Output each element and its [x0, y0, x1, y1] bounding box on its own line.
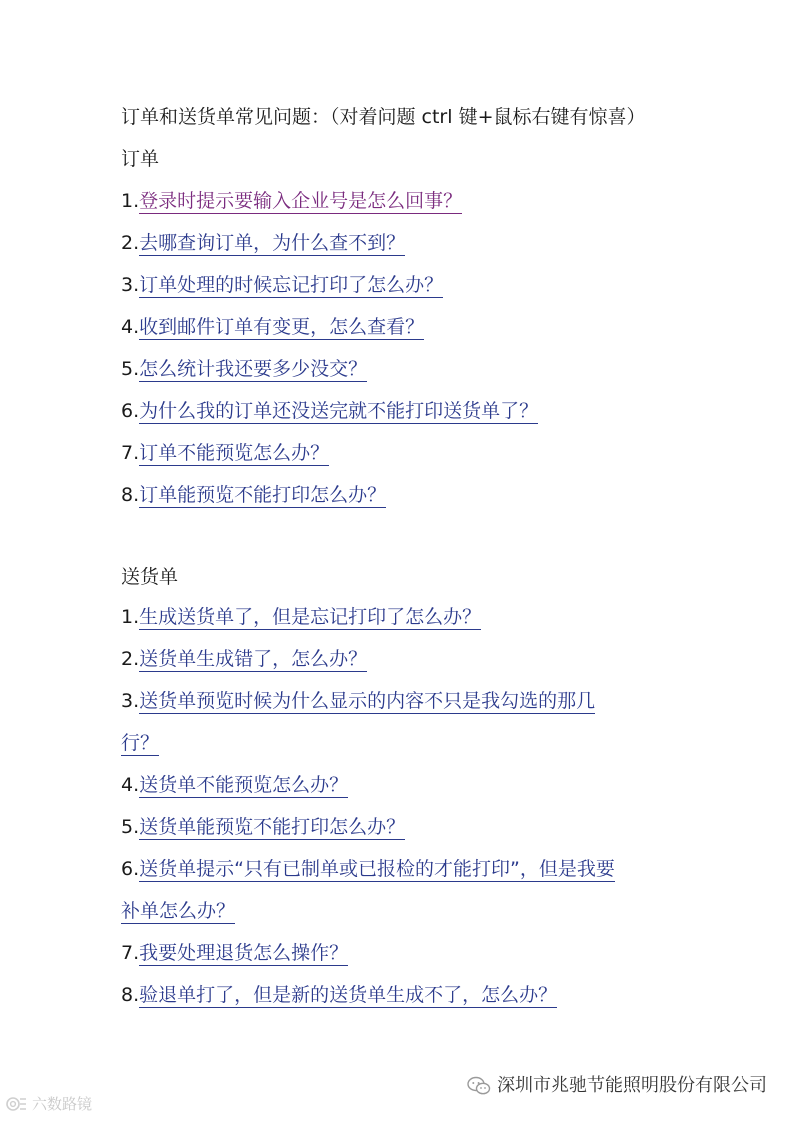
list-item: [121, 856, 615, 882]
question-link[interactable]: 送货单能预览不能打印怎么办？: [139, 816, 406, 838]
item-number: 1.: [121, 190, 140, 212]
question-link[interactable]: 登录时提示要输入企业号是怎么回事？: [139, 190, 463, 212]
item-number: 2.: [121, 648, 140, 670]
list-item: [121, 272, 443, 298]
question-link[interactable]: 行？: [121, 732, 160, 754]
list-item: [121, 688, 595, 714]
question-link[interactable]: 送货单不能预览怎么办？: [139, 774, 349, 796]
item-number: 8.: [121, 484, 140, 506]
company-name: 深圳市兆驰节能照明股份有限公司: [497, 1075, 767, 1096]
question-link[interactable]: 为什么我的订单还没送完就不能打印送货单了？: [139, 400, 539, 422]
item-number: 2.: [121, 232, 140, 254]
wechat-icon: [467, 1076, 491, 1096]
list-item: [121, 982, 557, 1008]
question-link[interactable]: 我要处理退货怎么操作？: [139, 942, 349, 964]
list-item: [121, 646, 367, 672]
list-item: [121, 482, 386, 508]
question-link[interactable]: 去哪查询订单，为什么查不到？: [139, 232, 406, 254]
section-heading-delivery: 送货单: [121, 566, 179, 588]
watermark-text: 六数路镜: [32, 1095, 93, 1113]
list-item: [121, 814, 405, 840]
question-link[interactable]: 订单能预览不能打印怎么办？: [139, 484, 387, 506]
question-link[interactable]: 送货单预览时候为什么显示的内容不只是我勾选的那几: [139, 690, 596, 712]
list-item: [121, 604, 481, 630]
item-number: 7.: [121, 442, 140, 464]
list-item: [121, 440, 329, 466]
item-number: 4.: [121, 316, 140, 338]
footer-credit: [467, 1073, 767, 1099]
item-number: 3.: [121, 274, 140, 296]
question-link[interactable]: 送货单生成错了，怎么办？: [139, 648, 368, 670]
question-link[interactable]: 送货单提示“只有已制单或已报检的才能打印”，但是我要: [139, 858, 615, 880]
question-link[interactable]: 验退单打了，但是新的送货单生成不了，怎么办？: [139, 984, 558, 1006]
page-title: 订单和送货单常见问题：（对着问题 ctrl 键+鼠标右键有惊喜）: [121, 106, 646, 128]
camera-logo-icon: [6, 1095, 28, 1113]
list-item: [121, 398, 538, 424]
list-item: [121, 314, 424, 340]
list-item: [121, 940, 348, 966]
question-link[interactable]: 生成送货单了，但是忘记打印了怎么办？: [139, 606, 482, 628]
question-link[interactable]: 订单不能预览怎么办？: [139, 442, 330, 464]
list-item: [121, 356, 367, 382]
question-link[interactable]: 收到邮件订单有变更，怎么查看？: [139, 316, 425, 338]
watermark: [6, 1094, 92, 1114]
section-heading-order: 订单: [121, 148, 160, 170]
question-link[interactable]: 补单怎么办？: [121, 900, 236, 922]
item-number: 6.: [121, 400, 140, 422]
list-item-continuation: [121, 730, 159, 756]
list-item: [121, 188, 462, 214]
list-item-continuation: [121, 898, 235, 924]
list-item: [121, 230, 405, 256]
item-number: 8.: [121, 984, 140, 1006]
question-link[interactable]: 怎么统计我还要多少没交？: [139, 358, 368, 380]
question-link[interactable]: 订单处理的时候忘记打印了怎么办？: [139, 274, 444, 296]
item-number: 5.: [121, 816, 140, 838]
item-number: 6.: [121, 858, 140, 880]
list-item: [121, 772, 348, 798]
item-number: 1.: [121, 606, 140, 628]
item-number: 5.: [121, 358, 140, 380]
item-number: 7.: [121, 942, 140, 964]
item-number: 4.: [121, 774, 140, 796]
item-number: 3.: [121, 690, 140, 712]
